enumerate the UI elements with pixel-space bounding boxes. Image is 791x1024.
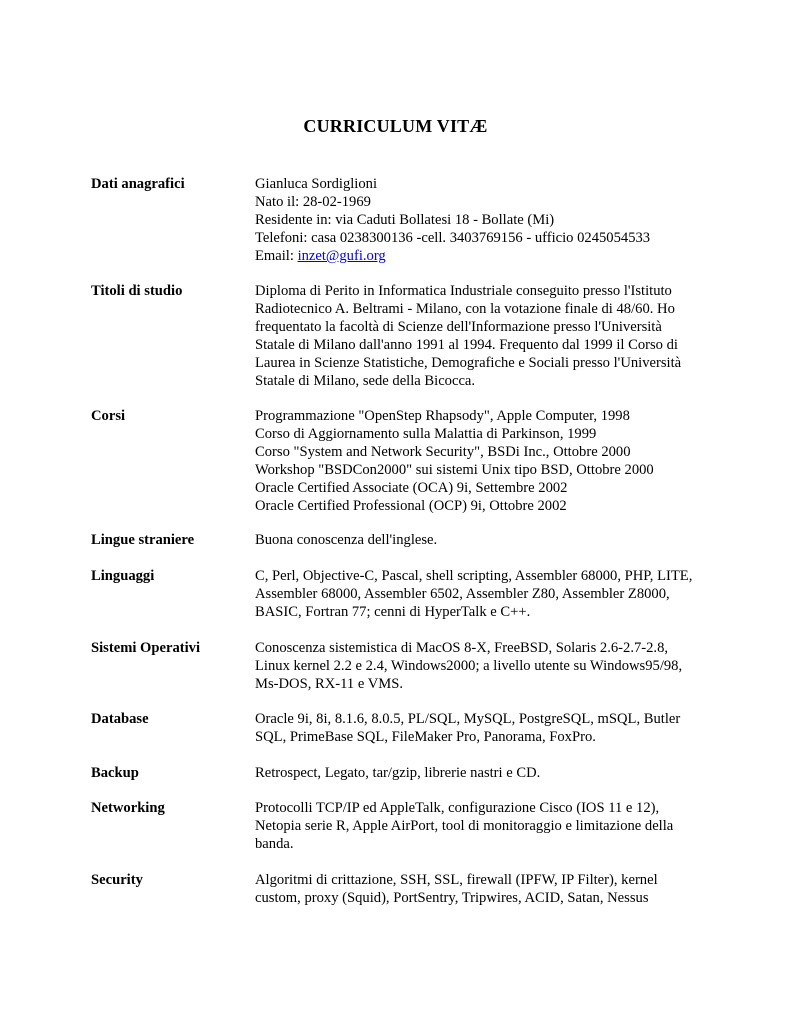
section-content: Retrospect, Legato, tar/gzip, librerie nastri e CD.: [255, 765, 541, 781]
document-title: CURRICULUM VITÆ: [303, 116, 488, 136]
email-line: [255, 247, 699, 265]
full-name: Gianluca Sordiglioni: [255, 176, 378, 192]
list-item: Workshop "BSDCon2000" sui sistemi Unix tipo BSD, Ottobre 2000: [255, 462, 654, 478]
section-content: Buona conoscenza dell'inglese.: [255, 532, 438, 548]
birth-date: Nato il: 28-02-1969: [255, 194, 371, 210]
section-content: Protocolli TCP/IP ed AppleTalk, configurazione Cisco (IOS 11 e 12), Netopia serie R, Apple AirPort, tool di monitoraggio e limitazione della banda.: [255, 800, 674, 852]
section-content: Conoscenza sistemistica di MacOS 8-X, FreeBSD, Solaris 2.6-2.7-2.8, Linux kernel 2.2 e 2.4, Windows2000; a livello utente su Windows95/98, Ms-DOS, RX-11 e VMS.: [255, 640, 683, 692]
email-link[interactable]: inzet@gufi.org: [297, 248, 386, 264]
list-item: Corso "System and Network Security", BSDi Inc., Ottobre 2000: [255, 444, 631, 460]
phone-numbers: Telefoni: casa 0238300136 -cell. 3403769156 - ufficio 0245054533: [255, 230, 651, 246]
list-item: Corso di Aggiornamento sulla Malattia di Parkinson, 1999: [255, 426, 597, 442]
section-content: C, Perl, Objective-C, Pascal, shell scripting, Assembler 68000, PHP, LITE, Assembler 68000, Assembler 6502, Assembler Z80, Assembler Z8000, BASIC, Fortran 77; cenni di HyperTalk e C++.: [255, 568, 693, 620]
residence: Residente in: via Caduti Bollatesi 18 - Bollate (Mi): [255, 212, 555, 228]
section-label: Backup: [91, 765, 139, 781]
section-label: Titoli di studio: [91, 283, 183, 299]
section-label: Corsi: [91, 408, 126, 424]
section-label: Dati anagrafici: [91, 176, 185, 192]
section-label: Security: [91, 872, 143, 888]
list-item: Oracle Certified Associate (OCA) 9i, Settembre 2002: [255, 480, 568, 496]
section-label: Linguaggi: [91, 568, 155, 584]
section-content: Oracle 9i, 8i, 8.1.6, 8.0.5, PL/SQL, MySQL, PostgreSQL, mSQL, Butler SQL, PrimeBase SQL, FileMaker Pro, Panorama, FoxPro.: [255, 711, 681, 745]
list-item: Oracle Certified Professional (OCP) 9i, Ottobre 2002: [255, 498, 567, 514]
section-label: Database: [91, 711, 149, 727]
section-content: Algoritmi di crittazione, SSH, SSL, firewall (IPFW, IP Filter), kernel custom, proxy (Squid), PortSentry, Tripwires, ACID, Satan, Nessus: [255, 872, 658, 906]
section-label: Networking: [91, 800, 165, 816]
section-content: Diploma di Perito in Informatica Industriale conseguito presso l'Istituto Radiotecnico A. Beltrami - Milano, con la votazione finale di 48/60. Ho frequentato la facoltà di Scienze dell'Informazione presso l'Università Statale di Milano dall'anno 1991 al 1994. Frequento dal 1999 il Corso di Laurea in Scienze Statistiche, Demografiche e Sociali presso l'Università Statale di Milano, sede della Bicocca.: [255, 283, 682, 389]
email-label: Email:: [255, 248, 298, 264]
section-content: [255, 175, 699, 265]
list-item: Programmazione "OpenStep Rhapsody", Apple Computer, 1998: [255, 408, 630, 424]
section-label: Sistemi Operativi: [91, 640, 201, 656]
courses-list: [255, 407, 699, 515]
section-label: Lingue straniere: [91, 532, 195, 548]
